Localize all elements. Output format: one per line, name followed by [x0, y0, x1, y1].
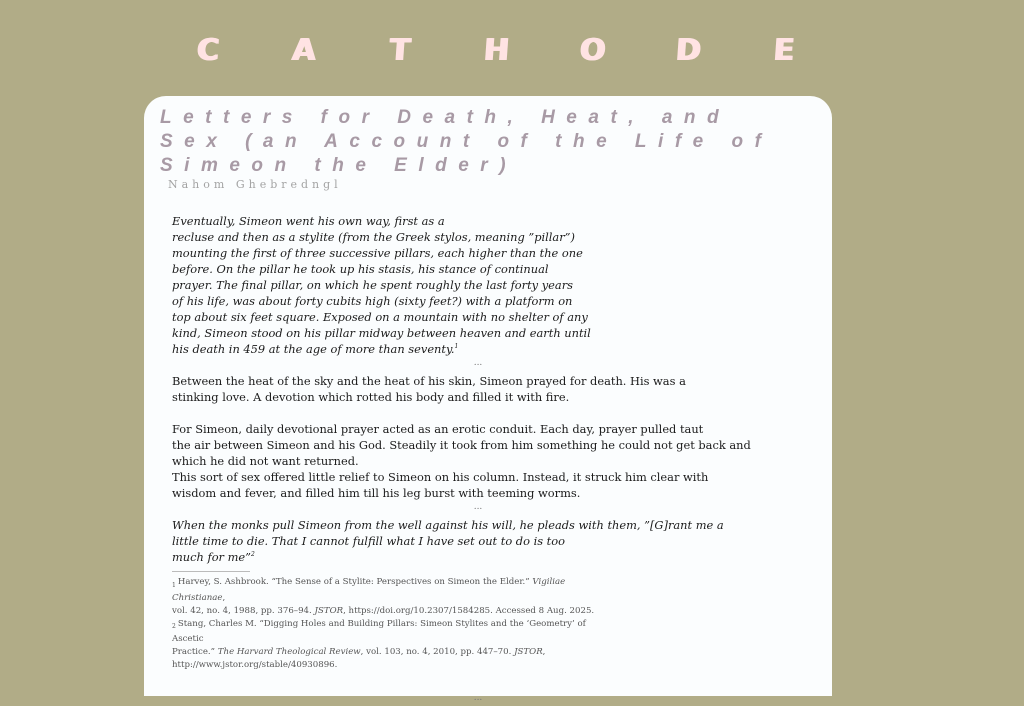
text-line: of his life, was about forty cubits high (sixty feet?) with a platform on: [172, 294, 573, 308]
footnotes: [172, 576, 612, 672]
site-title-letter: T: [388, 32, 412, 68]
footnote-divider: [172, 571, 250, 572]
post-author: Nahom Ghebredngl: [168, 178, 342, 191]
section-separator: ...: [473, 693, 483, 704]
site-title-letter: E: [772, 32, 796, 68]
footnote-text: Harvey, S. Ashbrook. “The Sense of a Stylite: Perspectives on Simeon the Elder.”: [177, 577, 533, 587]
footnote-number: 1: [172, 581, 176, 589]
text-line: recluse and then as a stylite (from the Greek stylos, meaning ”pillar”): [172, 230, 575, 244]
footnote-text: , vol. 103, no. 4, 2010, pp. 447–70.: [360, 647, 515, 658]
text-line: When the monks pull Simeon from the well against his will, he pleads with them, ”[G]rant me a: [172, 518, 724, 532]
text-line: his death in 459 at the age of more than seventy.: [172, 342, 455, 356]
quote-paragraph: [172, 517, 772, 565]
site-title-letter: A: [291, 32, 317, 68]
post-title: [160, 106, 820, 178]
footnote-source: JSTOR: [514, 647, 543, 658]
section-separator: ...: [473, 358, 483, 368]
footnote-2: [172, 618, 612, 673]
footnote-ref-1[interactable]: 1: [454, 343, 459, 351]
text-line: stinking love. A devotion which rotted his body and filled it with fire.: [172, 390, 570, 404]
site-title-letter: H: [482, 32, 511, 68]
footnote-text: ,: [542, 647, 546, 658]
text-line: before. On the pillar he took up his stasis, his stance of continual: [172, 262, 549, 276]
footnote-link[interactable]: , https://doi.org/10.2307/1584285. Accessed 8 Aug. 2025.: [343, 605, 595, 616]
footnote-source: JSTOR: [314, 605, 344, 616]
post-title-line: Letters for Death, Heat, and: [160, 107, 731, 128]
section-separator: ...: [473, 502, 483, 512]
text-line: little time to die. That I cannot fulfill what I have set out to do is too: [172, 534, 565, 548]
footnote-number: 2: [172, 623, 176, 631]
footnote-text: Practice.”: [172, 647, 218, 658]
footnote-journal: The Harvard Theological Review: [217, 647, 361, 658]
text-line: wisdom and fever, and filled him till his leg burst with teeming worms.: [172, 486, 581, 500]
post-title-line: Simeon the Elder): [160, 155, 518, 176]
footnote-ref-2[interactable]: 2: [250, 551, 255, 559]
text-line: Eventually, Simeon went his own way, first as a: [172, 214, 445, 228]
text-line: Between the heat of the sky and the heat of his skin, Simeon prayed for death. His was a: [172, 374, 686, 388]
paragraph-prayer: [172, 421, 772, 501]
text-line: much for me”: [172, 550, 251, 564]
text-line: top about six feet square. Exposed on a mountain with no shelter of any: [172, 310, 588, 324]
site-title-letter: D: [674, 32, 703, 68]
footnote-text: ,: [222, 592, 226, 603]
paragraph-heat: [172, 373, 772, 405]
site-title[interactable]: [196, 30, 796, 70]
text-line: kind, Simeon stood on his pillar midway between heaven and earth until: [172, 326, 591, 340]
footnote-1: [172, 576, 612, 618]
footnote-text: vol. 42, no. 4, 1988, pp. 376–94.: [172, 605, 315, 616]
footnote-link[interactable]: http://www.jstor.org/stable/40930896.: [172, 660, 338, 671]
post-card: [144, 96, 832, 704]
footnote-text: Stang, Charles M. “Digging Holes and Building Pillars: Simeon Stylites and the ‘Geometry’ of Ascetic: [172, 618, 586, 645]
text-line: mounting the first of three successive pillars, each higher than the one: [172, 246, 583, 260]
site-title-letter: C: [195, 32, 221, 68]
post-title-line: Sex (an Account of the Life of: [160, 131, 773, 152]
footnote-journal: Vigiliae Christianae: [172, 577, 566, 603]
text-line: the air between Simeon and his God. Steadily it took from him something he could not get back and: [172, 438, 751, 452]
intro-paragraph: [172, 213, 772, 357]
text-line: For Simeon, daily devotional prayer acted as an erotic conduit. Each day, prayer pulled taut: [172, 422, 704, 436]
text-line: This sort of sex offered little relief to Simeon on his column. Instead, it struck him clear with: [172, 470, 709, 484]
site-title-letter: O: [578, 32, 607, 68]
text-line: prayer. The final pillar, on which he spent roughly the last forty years: [172, 278, 573, 292]
text-line: which he did not want returned.: [172, 454, 359, 468]
post-body: [172, 213, 772, 706]
